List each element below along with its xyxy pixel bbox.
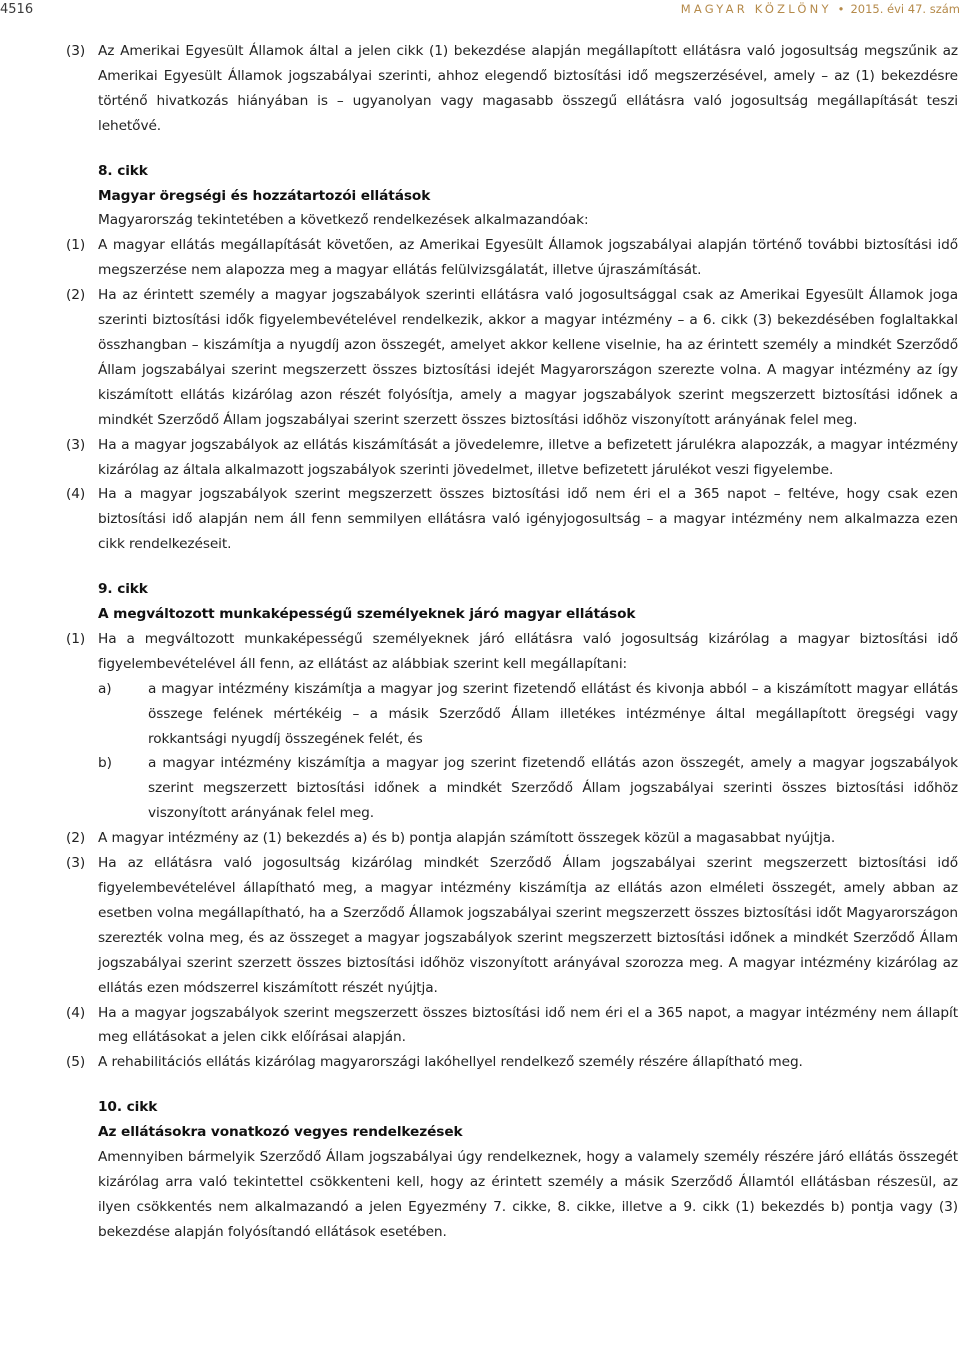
paragraph: [66, 1050, 958, 1075]
paragraph-text: Ha a magyar jogszabályok az ellátás kiszámítását a jövedelemre, illetve a befizetett járulékra alapozzák, a magyar intézmény kizárólag az általa alkalmazott jogszabályok szerinti jövedelmet, illetve befizetett járulékot veszi figyelembe.: [98, 436, 958, 478]
paragraph-number: (4): [66, 1004, 86, 1021]
paragraph: [66, 283, 958, 432]
list-point: [66, 677, 958, 752]
paragraph: [66, 433, 958, 483]
paragraph-text: A rehabilitációs ellátás kizárólag magyarországi lakóhellyel rendelkező személy részére állapítható meg.: [98, 1054, 803, 1071]
paragraph-number: (3): [66, 43, 86, 59]
paragraph-number: (2): [66, 830, 86, 847]
article-title: Az ellátásokra vonatkozó vegyes rendelkezések: [98, 1124, 463, 1141]
paragraph-text: A magyar ellátás megállapítását követően, az Amerikai Egyesült Államok jogszabályai alapján történő további biztosítási idő megszerzése nem alapozza meg a magyar ellátás felülvizsgálatát, illetve újraszámítását.: [98, 237, 958, 279]
paragraph-number: (3): [66, 436, 86, 453]
issue-label: 2015. évi 47. szám: [850, 2, 960, 16]
article-intro: Magyarország tekintetében a következő rendelkezések alkalmazandóak:: [98, 212, 589, 229]
article-title: Magyar öregségi és hozzátartozói ellátások: [98, 187, 431, 204]
list-point: [66, 751, 958, 826]
paragraph: [66, 1001, 958, 1051]
point-text: a magyar intézmény kiszámítja a magyar jog szerint fizetendő ellátást és kivonja abból – a kiszámított magyar ellátás összege felének mértékéig – a másik Szerződő Állam illetékes intézménye által megállapított öregségi vagy rokkantsági nyugdíj összegének felét, és: [148, 680, 958, 747]
paragraph-number: (5): [66, 1054, 86, 1071]
article-number: 8. cikk: [98, 162, 148, 179]
paragraph-number: (1): [66, 630, 86, 647]
paragraph-text: Ha az érintett személy a magyar jogszabályok szerinti ellátásra való jogosultsággal csak az Amerikai Egyesült Államok joga szerinti biztosítási idők figyelembevételével rendelkezik, akkor a magyar intézmény – a 6. cikk (3) bekezdésében foglaltakkal összhangban – kiszámítja a nyugdíj azon összegét, amelyet akkor kellene viselnie, ha az érintett személy a mindkét Szerződő Állam jogszabályai szerint megszerzett összes biztosítási idejét Magyarországon szerezte volna. A magyar intézmény az így kiszámított ellátás kizárólag azon részét folyósítja, amely a magyar jogszabályok szerint megszerzett biztosítási időnek a mindkét Szerződő Állam jogszabályai szerint szerzett összes biztosítási időhöz viszonyított arányának felel meg.: [98, 287, 958, 428]
point-letter: b): [98, 755, 112, 772]
point-text: a magyar intézmény kiszámítja a magyar jog szerint fizetendő ellátás azon összegét, amely a magyar jogszabályok szerint megszerzett biztosítási időnek a mindkét Szerződő Állam jogszabályai szerinti összes biztosítási időhöz viszonyított arányának felel meg.: [148, 755, 958, 822]
paragraph-number: (2): [66, 287, 86, 304]
paragraph: [66, 482, 958, 557]
article-number: 10. cikk: [98, 1099, 158, 1116]
paragraph-number: (4): [66, 486, 86, 503]
paragraph-text: A magyar intézmény az (1) bekezdés a) és b) pontja alapján számított összegek közül a magasabbat nyújtja.: [98, 830, 836, 847]
paragraph: [66, 627, 958, 677]
journal-title: MAGYAR KÖZLÖNY: [680, 2, 832, 16]
article-text: Amennyiben bármelyik Szerződő Állam jogszabályai úgy rendelkeznek, hogy a valamely személy részére járó ellátás összegét kizárólag arra való tekintettel csökkenteni kell, hogy az érintett személy a másik Szerződő Államtól ellátásban részesül, az ilyen csökkentés nem alkalmazandó a jelen Egyezmény 7. cikke, 8. cikke, illetve a 9. cikk (1) bekezdés b) pontja vagy (3) bekezdése alapján folyósítandó ellátások esetében.: [98, 1149, 958, 1240]
running-header: [681, 2, 960, 16]
paragraph: [66, 826, 958, 851]
document-body: [66, 39, 958, 1245]
article-title: A megváltozott munkaképességű személyeknek járó magyar ellátások: [98, 606, 636, 623]
paragraph: [66, 39, 958, 139]
article-number: 9. cikk: [98, 581, 148, 598]
paragraph-number: (3): [66, 855, 86, 872]
paragraph-number: (1): [66, 237, 86, 254]
point-letter: a): [98, 680, 112, 697]
paragraph-text: Ha a megváltozott munkaképességű személyeknek járó ellátásra való jogosultság kizárólag a magyar biztosítási idő figyelembevételével áll fenn, az ellátást az alábbiak szerint kell megállapítani:: [98, 630, 958, 672]
paragraph: [66, 851, 958, 1000]
paragraph-text: Ha a magyar jogszabályok szerint megszerzett összes biztosítási idő nem éri el a 365 napot – feltéve, hogy csak ezen biztosítási idő alapján nem áll fenn semmilyen ellátásra való igényjogosultság – a magyar intézmény nem alkalmazza ezen cikk rendelkezéseit.: [98, 486, 958, 553]
paragraph-text: Ha az ellátásra való jogosultság kizárólag mindkét Szerződő Állam jogszabályai szerint megszerzett biztosítási idő figyelembevételével állapítható meg, a magyar intézmény kiszámítja az ellátás azon elméleti összegét, amely abban az esetben volna megállapítható, ha a Szerződő Államok jogszabályai szerint megszerzett összes biztosítási időt Magyarországon szerezték volna meg, és az összeget a magyar jogszabályok szerint megszerzett biztosítási időnek a mindkét Szerződő Állam jogszabályai szerint szerzett összes biztosítási időhöz viszonyított arányával szorozza meg. A magyar intézmény kizárólag az ellátás ezen módszerrel kiszámított részét nyújtja.: [98, 855, 958, 996]
paragraph-text: Ha a magyar jogszabályok szerint megszerzett összes biztosítási idő nem éri el a 365 napot, a magyar intézmény nem állapít meg ellátásokat a jelen cikk előírásai alapján.: [98, 1004, 958, 1046]
paragraph: [66, 233, 958, 283]
paragraph-text: Az Amerikai Egyesült Államok által a jelen cikk (1) bekezdése alapján megállapított ellátásra való jogosultság megszűnik az Amerikai Egyesült Államok jogszabályai szerinti, ahhoz elegendő biztosítási idő megszerzésével, amely – az (1) bekezdésre történő hivatkozás hiányában is – ugyanolyan vagy magasabb összegű ellátásra való jogosultság megállapítását teszi lehetővé.: [98, 43, 958, 134]
header-separator: •: [837, 2, 845, 16]
page-number: 4516: [0, 2, 34, 17]
